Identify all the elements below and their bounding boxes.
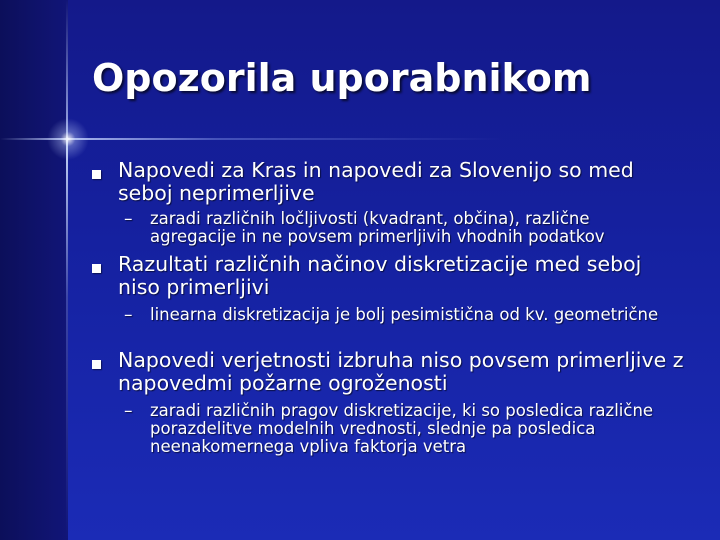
sub-bullet-text-1: zaradi različnih ločljivosti (kvadrant, občina), različne agregacije in ne povsem primerljivih vhodnih podatkov: [150, 209, 605, 246]
bullet-text-2: Razultati različnih načinov diskretizacije med seboj niso primerljivi: [118, 252, 642, 299]
background-left-panel: [0, 0, 68, 540]
decorative-horizontal-line: [0, 138, 720, 140]
slide-title: Opozorila uporabnikom: [92, 56, 592, 100]
bullet-square-2: [92, 264, 101, 273]
sub-bullet-marker-2: –: [124, 305, 133, 325]
sub-bullet-marker-3: –: [124, 401, 133, 421]
decorative-vertical-line: [66, 0, 68, 540]
decorative-star-flare: [47, 118, 89, 160]
bullet-text-1: Napovedi za Kras in napovedi za Slovenijo so med seboj neprimerljive: [118, 158, 634, 205]
bullet-text-3: Napovedi verjetnosti izbruha niso povsem primerljive z napovedmi požarne ogroženosti: [118, 348, 684, 395]
bullet-square-3: [92, 360, 101, 369]
sub-bullet-text-3: zaradi različnih pragov diskretizacije, ki so posledica različne porazdelitve modelnih vrednosti, slednje pa posledica neenakomernega vpliva faktorja vetra: [150, 401, 654, 456]
bullet-square-1: [92, 170, 101, 179]
sub-bullet-text-2: linearna diskretizacija je bolj pesimistična od kv. geometrične: [150, 305, 659, 324]
sub-bullet-marker-1: –: [124, 209, 133, 229]
